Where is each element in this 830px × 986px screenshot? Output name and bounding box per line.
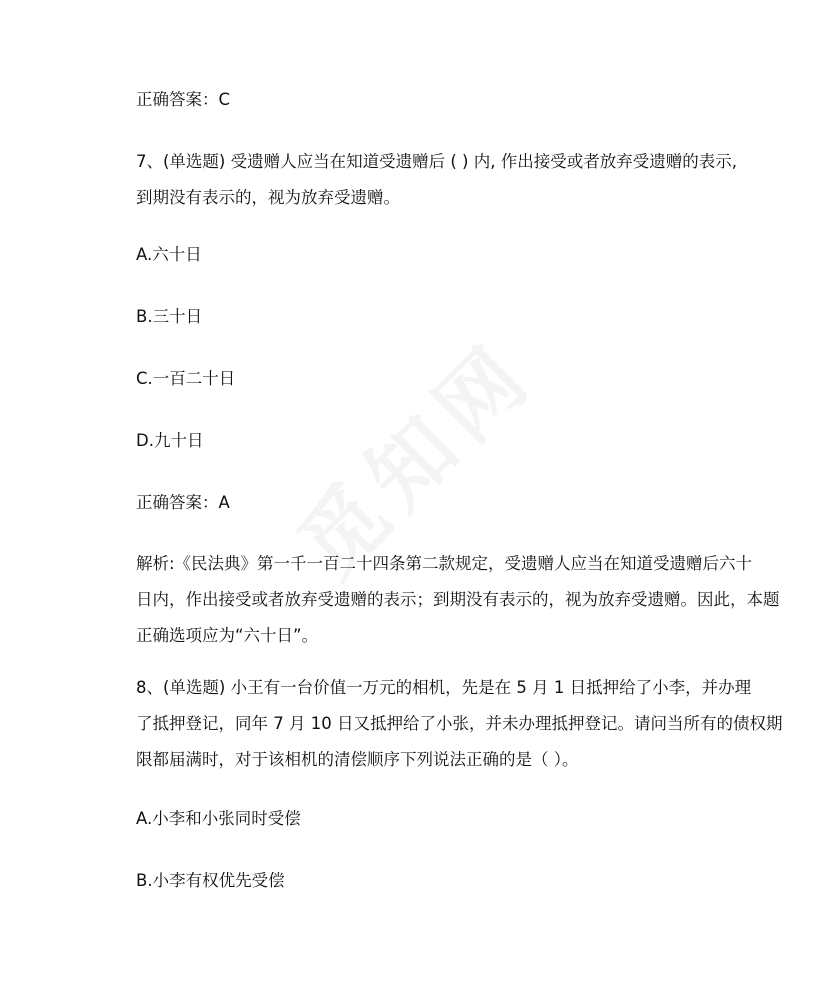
q7-option-a: A.六十日 — [136, 245, 202, 264]
q7-analysis-line: 解析:《民法典》第一千一百二十四条第二款规定，受遗赠人应当在知道受遗赠后六十 — [136, 554, 753, 573]
q7-analysis-line: 正确选项应为“六十日”。 — [136, 626, 319, 645]
q7-option-d: D.九十日 — [136, 431, 204, 450]
q7-question — [136, 151, 737, 208]
q8-question-line: 限都届满时，对于该相机的清偿顺序下列说法正确的是（ ）。 — [136, 750, 579, 769]
q7-question-line: 7、(单选题) 受遗赠人应当在知道受遗赠后 ( ) 内, 作出接受或者放弃受遗赠的表示, — [136, 152, 737, 171]
q8-option-a: A.小李和小张同时受偿 — [136, 809, 301, 828]
q7-answer: 正确答案：A — [136, 493, 230, 512]
q8-option-b: B.小李有权优先受偿 — [136, 871, 285, 890]
q8-question-line: 了抵押登记，同年 7 月 10 日又抵押给了小张，并未办理抵押登记。请问当所有的债权期 — [136, 714, 783, 733]
q6-answer: 正确答案：C — [136, 90, 231, 109]
q7-analysis — [136, 553, 780, 646]
q7-option-c: C.一百二十日 — [136, 369, 236, 388]
q8-question — [136, 677, 783, 770]
q7-analysis-line: 日内，作出接受或者放弃受遗赠的表示；到期没有表示的，视为放弃受遗赠。因此，本题 — [136, 590, 780, 609]
q7-question-line: 到期没有表示的，视为放弃受遗赠。 — [136, 188, 400, 207]
q7-option-b: B.三十日 — [136, 307, 203, 326]
q8-question-line: 8、(单选题) 小王有一台价值一万元的相机，先是在 5 月 1 日抵押给了小李，并办理 — [136, 678, 752, 697]
